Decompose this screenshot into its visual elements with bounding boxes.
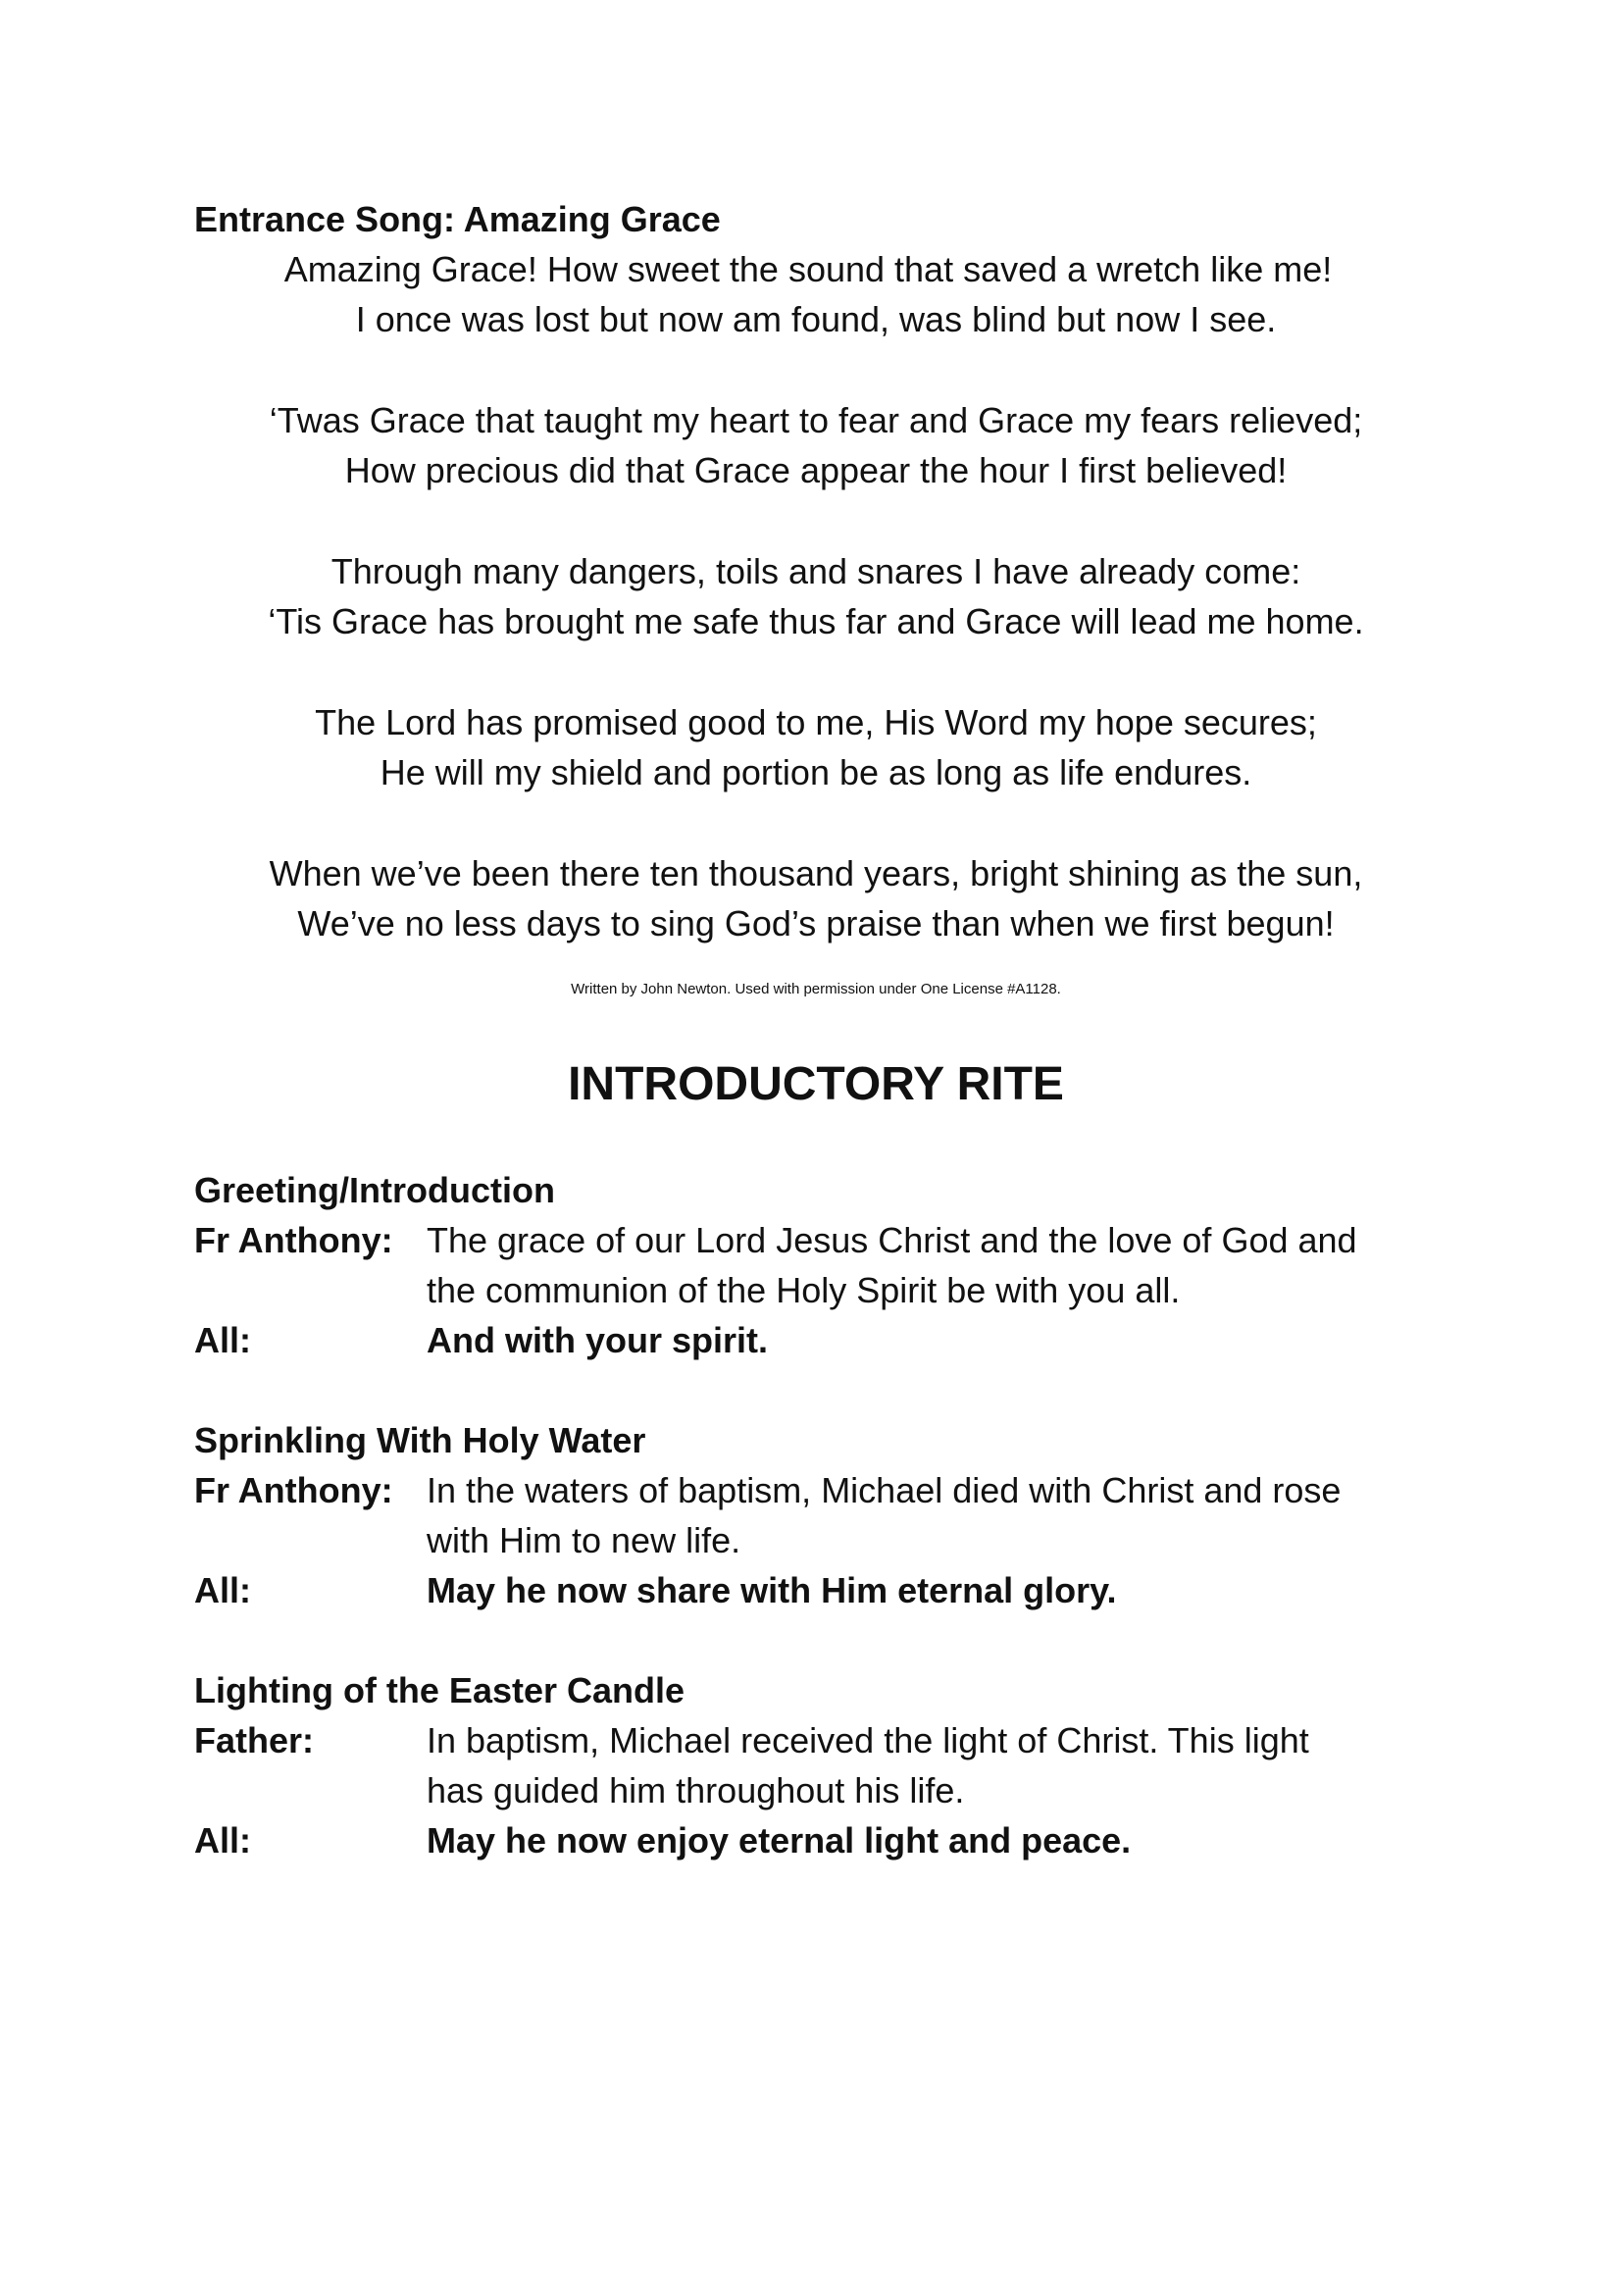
greeting-priest-label: Fr Anthony: [194,1220,393,1260]
sprinkling-all-label: All: [194,1570,251,1610]
easter-candle-priest-line-2: has guided him throughout his life. [427,1770,965,1810]
greeting-all-label: All: [194,1320,251,1360]
entrance-song-heading: Entrance Song: Amazing Grace [194,199,721,239]
easter-candle-heading: Lighting of the Easter Candle [194,1670,685,1710]
sprinkling-priest-line-1: In the waters of baptism, Michael died with Christ and rose [427,1470,1342,1510]
greeting-heading: Greeting/Introduction [194,1170,555,1210]
verse-5-line-1: When we’ve been there ten thousand years, bright shining as the sun, [269,853,1363,893]
greeting-all-response: And with your spirit. [427,1320,768,1360]
sprinkling-priest-line-2: with Him to new life. [427,1520,741,1560]
verse-4-line-2: He will my shield and portion be as long as life endures. [380,752,1252,792]
verse-2-line-2: How precious did that Grace appear the hour I first believed! [344,450,1288,490]
easter-candle-all-label: All: [194,1820,251,1861]
verse-2-line-1: ‘Twas Grace that taught my heart to fear and Grace my fears relieved; [269,400,1363,440]
easter-candle-priest-label: Father: [194,1720,315,1760]
sprinkling-all-response: May he now share with Him eternal glory. [427,1570,1117,1610]
verse-3-line-1: Through many dangers, toils and snares I have already come: [330,551,1301,591]
greeting-priest-line-2: the communion of the Holy Spirit be with you all. [427,1270,1181,1310]
copyright-credit: Written by John Newton. Used with permission under One License #A1128. [571,981,1061,997]
verse-4-line-1: The Lord has promised good to me, His Word my hope secures; [315,702,1317,742]
introductory-rite-title: INTRODUCTORY RITE [568,1058,1064,1110]
easter-candle-priest-line-1: In baptism, Michael received the light of Christ. This light [427,1720,1309,1760]
verse-5-line-2: We’ve no less days to sing God’s praise than when we first begun! [297,903,1335,943]
verse-3-line-2: ‘Tis Grace has brought me safe thus far and Grace will lead me home. [268,601,1364,641]
greeting-priest-line-1: The grace of our Lord Jesus Christ and the love of God and [427,1220,1357,1260]
sprinkling-heading: Sprinkling With Holy Water [194,1420,646,1460]
easter-candle-all-response: May he now enjoy eternal light and peace. [427,1820,1132,1861]
verse-1-line-2: I once was lost but now am found, was blind but now I see. [355,299,1277,339]
sprinkling-priest-label: Fr Anthony: [194,1470,393,1510]
verse-1-line-1: Amazing Grace! How sweet the sound that saved a wretch like me! [283,249,1333,289]
